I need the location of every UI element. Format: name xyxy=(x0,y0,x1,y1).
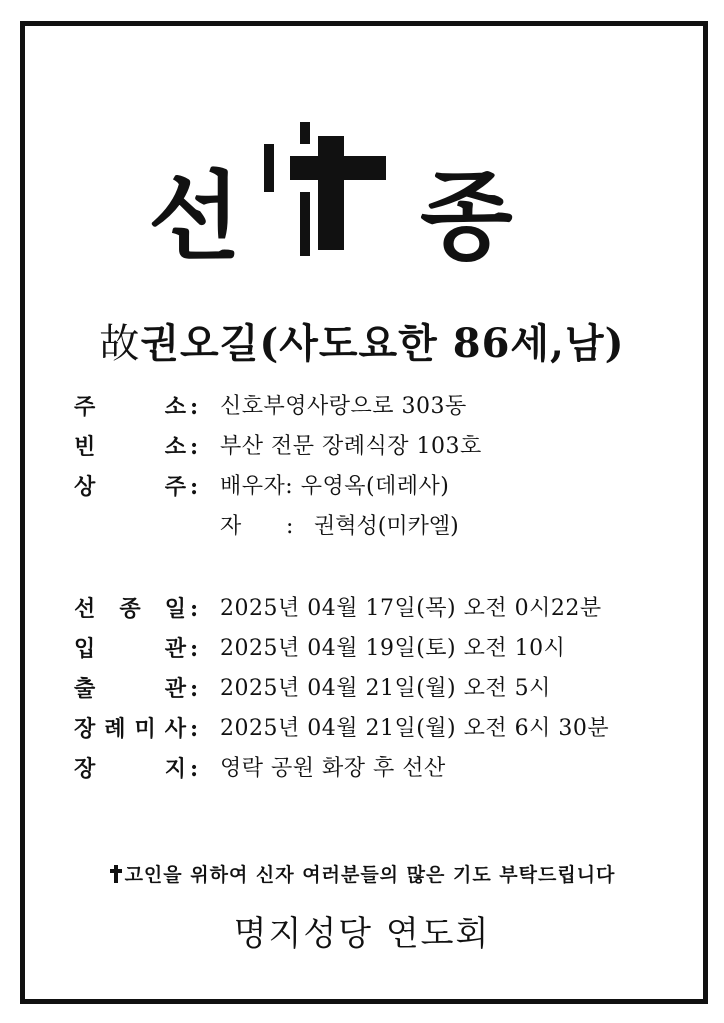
info-value-death: 2025년 04월 17일(목) 오전 0시22분 xyxy=(220,596,602,621)
mourner-relation: 자 xyxy=(220,514,242,539)
info-colon: : xyxy=(190,474,199,500)
deceased-name: 권오길(사도요한 86세,남) xyxy=(140,320,625,367)
mourner-colon: : xyxy=(286,514,294,539)
info-colon: : xyxy=(190,596,199,622)
info-label-departure: 출 관 xyxy=(74,676,186,702)
mourner-name: 우영옥(데레사) xyxy=(300,474,450,499)
small-cross-icon xyxy=(109,865,123,883)
info-label-chief-mourners: 상 주 xyxy=(74,474,186,500)
heading-right-syllable: 종 xyxy=(420,160,513,273)
prayer-request-text: 고인을 위하여 신자 여러분들의 많은 기도 부탁드립니다 xyxy=(124,864,616,886)
info-colon: : xyxy=(190,636,199,662)
info-value-address: 신호부영사랑으로 303동 xyxy=(220,394,467,419)
organization-name: 명지성당 연도회 xyxy=(233,914,491,954)
info-label-encoffining: 입 관 xyxy=(74,636,186,662)
info-value-mortuary: 부산 전문 장례식장 103호 xyxy=(220,434,482,459)
info-colon: : xyxy=(190,676,199,702)
info-label-burial: 장 지 xyxy=(74,756,186,782)
heading-left-syllable: 선 xyxy=(148,160,241,273)
info-label-death: 선 종 일 xyxy=(74,596,186,622)
deceased-hanja-prefix: 故 xyxy=(99,321,141,367)
info-colon: : xyxy=(190,434,199,460)
info-label-address: 주 소 xyxy=(74,394,186,420)
mourner-relation: 배우자 xyxy=(220,474,286,499)
notice-heading xyxy=(0,122,724,272)
mourner-spouse: 배우자: 우영옥(데레사) xyxy=(220,474,450,499)
info-value-burial: 영락 공원 화장 후 선산 xyxy=(220,756,446,781)
info-colon: : xyxy=(190,756,199,782)
info-value-encoffining: 2025년 04월 19일(토) 오전 10시 xyxy=(220,636,566,661)
info-colon: : xyxy=(190,716,199,742)
prayer-request xyxy=(0,860,724,890)
latin-cross-icon xyxy=(264,122,414,272)
info-label-mortuary: 빈 소 xyxy=(74,434,186,460)
mourner-name: 권혁성(미카엘) xyxy=(314,514,459,539)
deceased-name-line xyxy=(0,316,724,372)
info-colon: : xyxy=(190,394,199,420)
info-value-departure: 2025년 04월 21일(월) 오전 5시 xyxy=(220,676,551,701)
info-value-funeral-mass: 2025년 04월 21일(월) 오전 6시 30분 xyxy=(220,716,610,741)
info-label-funeral-mass: 장 례 미 사 xyxy=(74,716,186,742)
